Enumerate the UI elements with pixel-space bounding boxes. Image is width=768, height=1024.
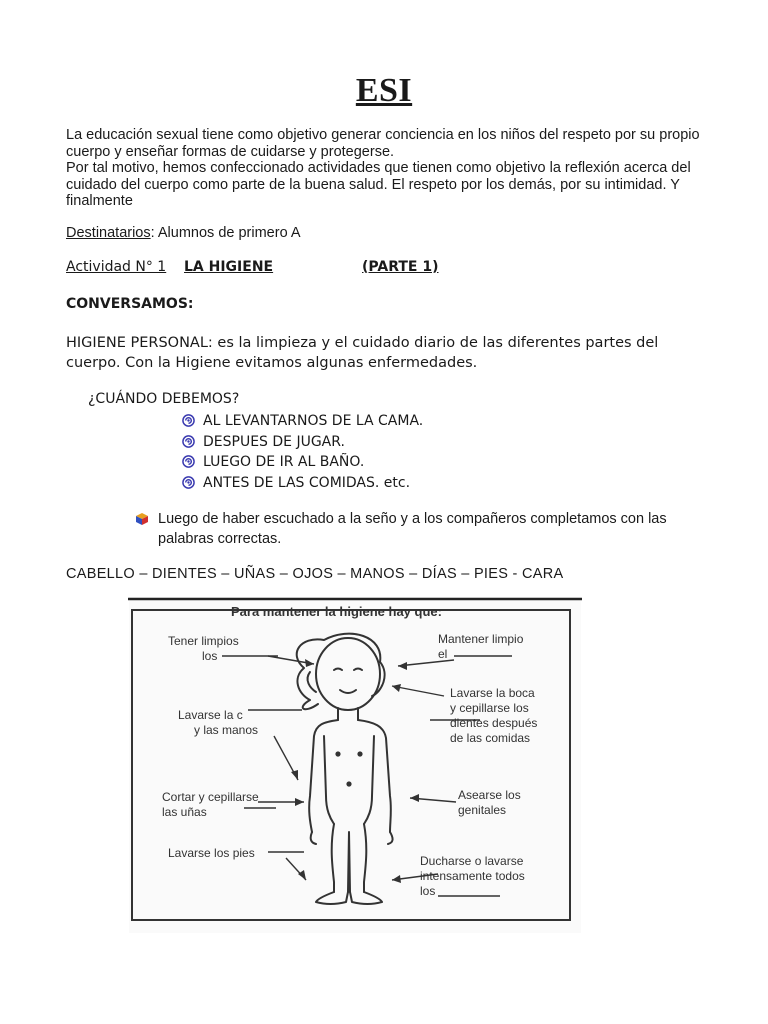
moment-label: AL LEVANTARNOS DE LA CAMA. [203, 413, 424, 429]
destinatarios-line [66, 225, 301, 241]
cube-bullet-icon [136, 513, 148, 525]
list-item [182, 473, 423, 494]
spiral-bullet-icon [182, 435, 195, 448]
when-question: ¿CUÁNDO DEBEMOS? [88, 391, 240, 407]
activity-heading [66, 259, 439, 275]
activity-part: (PARTE 1) [362, 259, 439, 275]
list-item [182, 411, 423, 432]
intro-paragraph-2: Por tal motivo, hemos confeccionado actividades que tienen como objetivo la reflexión acerca del cuidado del cuerpo como parte de la buena salud. El respeto por los demás, por su intimidad. Y finalmente [66, 160, 691, 209]
figure-title: Para mantener la higiene hay que: [231, 604, 442, 619]
conversamos-heading: CONVERSAMOS: [66, 296, 194, 312]
label-genitals: Asearse los genitales [458, 788, 521, 817]
list-item [182, 432, 423, 453]
word-bank: CABELLO – DIENTES – UÑAS – OJOS – MANOS – DÍAS – PIES - CARA [66, 566, 564, 582]
spiral-bullet-icon [182, 455, 195, 468]
label-teeth: Lavarse la boca y cepillarse los dientes después de las comidas [450, 686, 538, 745]
list-item [182, 452, 423, 473]
activity-label: Actividad N° 1 [66, 259, 167, 275]
instruction [136, 509, 696, 549]
label-shower: Ducharse o lavarse intensamente todos los [420, 854, 525, 898]
label-feet: Lavarse los pies [168, 846, 255, 860]
label-face: Mantener limpio el [438, 632, 524, 661]
destinatarios-value: : Alumnos de primero A [150, 225, 301, 241]
destinatarios-label: Destinatarios [66, 225, 151, 241]
moments-list [182, 411, 423, 493]
intro-paragraph-1: La educación sexual tiene como objetivo generar conciencia en los niños del respeto por su propio cuerpo y enseñar formas de cuidarse y protegerse. [66, 127, 700, 160]
spiral-bullet-icon [182, 414, 195, 427]
instruction-text: Luego de haber escuchado a la seño y a los compañeros completamos con las palabras correctas. [158, 511, 667, 547]
activity-topic: LA HIGIENE [184, 259, 274, 275]
label-nails: Cortar y cepillarse las uñas [162, 790, 259, 819]
hygiene-definition: HIGIENE PERSONAL: es la limpieza y el cuidado diario de las diferentes partes del cuerpo. Con la Higiene evitamos algunas enfermedades. [66, 335, 659, 371]
label-hands: Lavarse la c y las manos [178, 708, 259, 737]
hygiene-figure [128, 596, 582, 934]
spiral-bullet-icon [182, 476, 195, 489]
intro-text [66, 127, 706, 210]
moment-label: LUEGO DE IR AL BAÑO. [203, 454, 365, 470]
moment-label: DESPUES DE JUGAR. [203, 433, 345, 450]
label-hair: Tener limpios los [168, 634, 239, 663]
page-title: ESI [355, 72, 413, 109]
moment-label: ANTES DE LAS COMIDAS. etc. [203, 474, 411, 491]
